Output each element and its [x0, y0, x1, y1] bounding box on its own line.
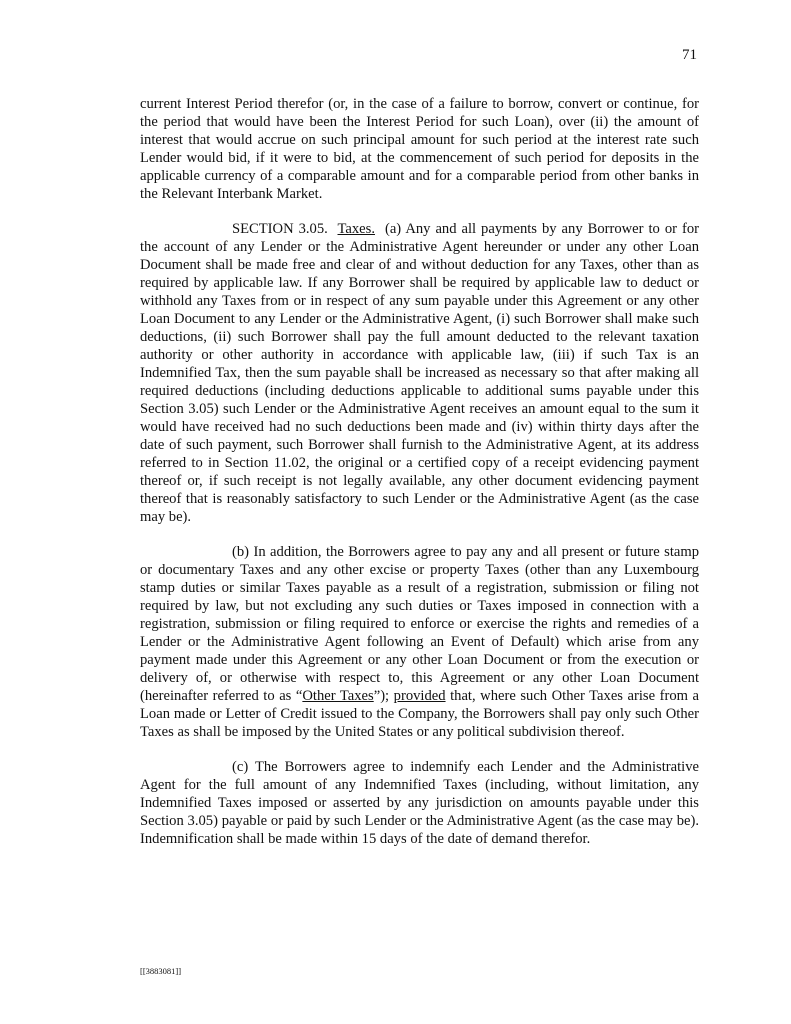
document-id-footer: [[3883081]] — [140, 966, 182, 976]
paragraph-c: (c) The Borrowers agree to indemnify each Lender and the Administrative Agent for the full amount of any Indemnified Taxes (including, without limitation, any Indemnified Taxes imposed or asserted by any jurisdiction on amounts payable under this Section 3.05) payable or paid by such Lender or the Administrative Agent (as the case may be). Indemnification shall be made within 15 days of the date of demand therefor. — [140, 759, 699, 847]
section-heading: SECTION 3.05. — [232, 221, 328, 237]
paragraph-continuation: current Interest Period therefor (or, in the case of a failure to borrow, convert or continue, for the period that would have been the Interest Period for such Loan), over (ii) the amount of interest that would accrue on such principal amount for such period at the interest rate such Lender would bid, if it were to bid, at the commencement of such period for deposits in the applicable currency of a comparable amount and for a comparable period from other banks in the Relevant Interbank Market. — [140, 96, 699, 202]
paragraph-a-text: (a) Any and all payments by any Borrower to or for the account of any Lender or the Administrative Agent hereunder or under any other Loan Document shall be made free and clear of and without deduction for any Taxes, other than as required by applicable law. If any Borrower shall be required by applicable law to deduct or withhold any Taxes from or in respect of any sum payable under this Agreement or any other Loan Document to any Lender or the Administrative Agent, (i) such Borrower shall make such deductions, (ii) such Borrower shall pay the full amount deducted to the relevant taxation authority or other authority in accordance with applicable law, (iii) if such Tax is an Indemnified Tax, then the sum payable shall be increased as necessary so that after making all required deductions (including deductions applicable to additional sums payable under this Section 3.05) such Lender or the Administrative Agent receives an amount equal to the sum it would have received had no such deductions been made and (iv) within thirty days after the date of such payment, such Borrower shall furnish to the Administrative Agent, at its address referred to in Section 11.02, the original or a certified copy of a receipt evidencing payment thereof or, if such receipt is not legally available, any other document evidencing payment thereof that is reasonably satisfactory to such Lender or the Administrative Agent (as the case may be). — [140, 221, 699, 525]
section-title: Taxes. — [337, 221, 375, 237]
paragraph-b-after-term: ”); — [373, 688, 394, 704]
page-number: 71 — [682, 47, 697, 63]
section-3-05-paragraph-a — [140, 220, 699, 526]
provided-term: provided — [393, 688, 446, 704]
paragraph-b — [140, 543, 699, 741]
defined-term-other-taxes: Other Taxes — [302, 688, 374, 704]
paragraph-b-tail: that, where such Other Taxes arise from a Loan made or Letter of Credit issued to the Company, the Borrowers shall pay only such Other Taxes as shall be imposed by the United States or any political subdivision thereof. — [140, 688, 699, 740]
paragraph-b-lead: (b) In addition, the Borrowers agree to pay any and all present or future stamp or documentary Taxes and any other excise or property Taxes (other than any Luxembourg stamp duties or similar Taxes payable as a result of a registration, submission or filing not required by law, but not excluding any such duties or Taxes imposed in connection with a registration, submission or filing required to enforce or exercise the rights and remedies of a Lender or the Administrative Agent following an Event of Default) which arise from any payment made under this Agreement or any other Loan Document or from the execution or delivery of, or otherwise with respect to, this Agreement or any other Loan Document (hereinafter referred to as “ — [140, 544, 699, 704]
document-body — [140, 95, 699, 865]
